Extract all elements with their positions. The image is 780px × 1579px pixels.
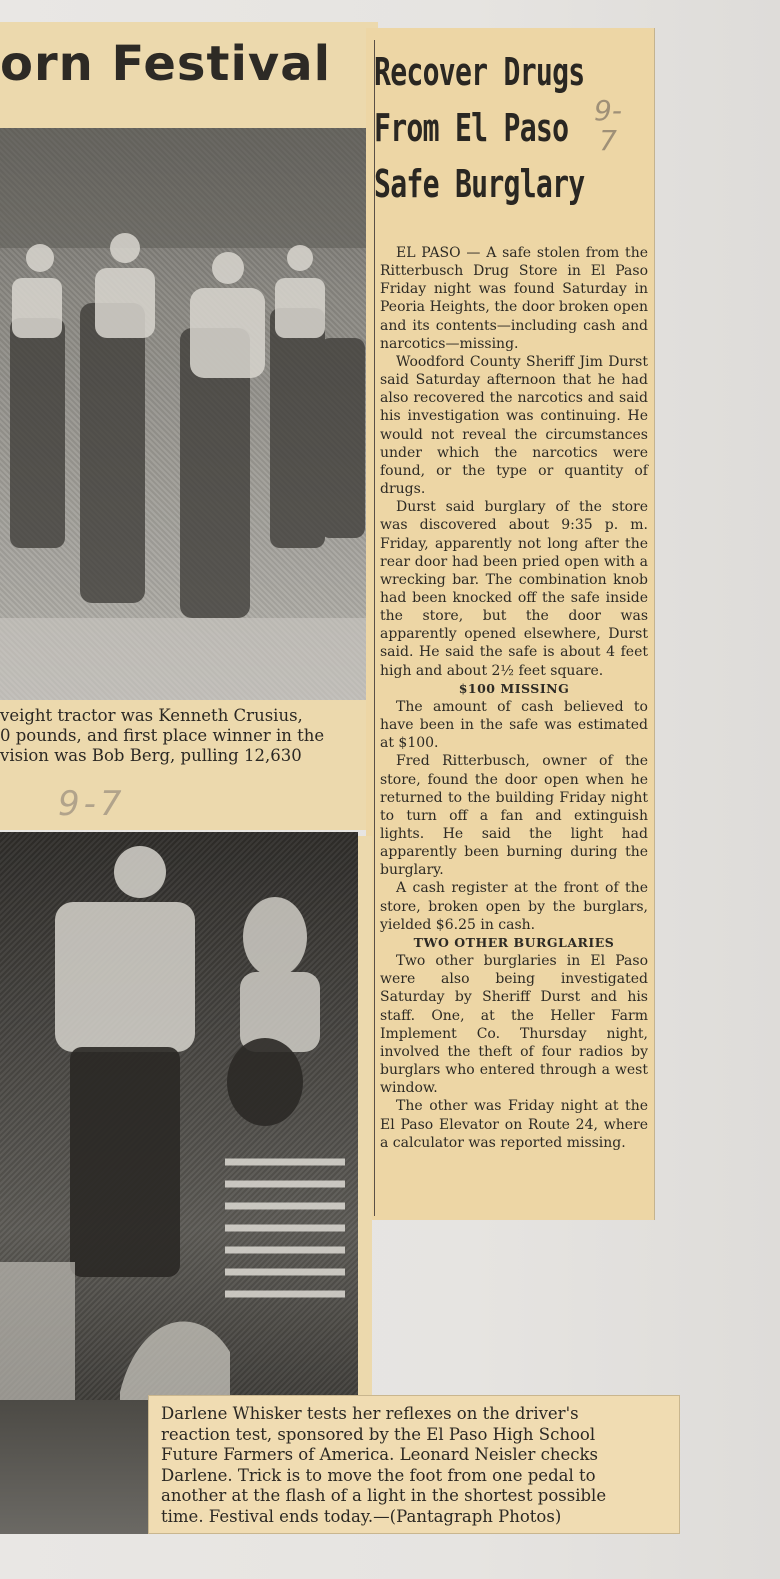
reflex-test-photo — [0, 832, 358, 1400]
crowd-photo — [0, 128, 370, 700]
column-rule — [374, 40, 375, 1216]
article-paragraph: The amount of cash believed to have been in the safe was estimated at $100. — [380, 698, 648, 752]
handwritten-date-article — [588, 96, 628, 156]
caption-line: 0 pounds, and first place winner in the — [0, 726, 325, 745]
article-subhead: $100 MISSING — [458, 680, 570, 696]
headline-line: Recover Drugs — [374, 50, 585, 94]
crowd-figures — [0, 128, 370, 700]
article-paragraph: The other was Friday night at the El Paso Elevator on Route 24, where a calculator was reported missing. — [380, 1098, 648, 1151]
article-paragraph: EL PASO — A safe stolen from the Ritterbusch Drug Store in El Paso Friday night was found Saturday in Peoria Heights, the door broken open and its contents—including cash and narcotics—missing. — [380, 245, 648, 352]
reflex-figures — [0, 832, 358, 1400]
article-paragraph: Durst said burglary of the store was discovered about 9:35 p. m. Friday, apparently not long after the rear door had been pried open with a wrecking bar. The combination knob had been knocked off the safe inside the store, but the door was apparently opened elsewhere, Durst said. He said the safe is about 4 feet high and about 2½ feet square. — [380, 499, 648, 679]
caption-line: vision was Bob Berg, pulling 12,630 — [0, 746, 302, 765]
reflex-caption — [148, 1395, 680, 1534]
handwritten-date: 9-7 — [58, 784, 126, 824]
article-paragraph: Fred Ritterbusch, owner of the store, found the door open when he returned to the building Friday night to turn off a fan and extinguish lights. He said the light had apparently been burning during the burglary. — [380, 753, 648, 879]
article-paragraph: Woodford County Sheriff Jim Durst said Saturday afternoon that he had also recovered the narcotics and said his investigation was continuing. He would not reveal the circumstances under which the narcotics were found, or the type or quantity of drugs. — [380, 353, 648, 498]
caption-line: veight tractor was Kenneth Crusius, — [0, 706, 303, 725]
reflex-photo-lower — [0, 1400, 152, 1534]
date-line: 7 — [599, 124, 617, 157]
tractor-caption — [0, 706, 370, 766]
headline-line: Safe Burglary — [374, 162, 585, 206]
caption-line: time. Festival ends today.—(Pantagraph Photos) — [161, 1506, 562, 1526]
headline-line: From El Paso — [374, 106, 569, 150]
article-paragraph: A cash register at the front of the store, broken open by the burglars, yielded $6.25 in cash. — [380, 880, 648, 933]
caption-line: Darlene. Trick is to move the foot from one pedal to — [161, 1465, 596, 1485]
article-body — [380, 244, 648, 1152]
date-line: 9- — [594, 94, 622, 127]
caption-line: Darlene Whisker tests her reflexes on the driver's — [161, 1404, 579, 1423]
caption-line: another at the flash of a light in the shortest possible — [161, 1486, 607, 1505]
article-headline — [374, 44, 584, 212]
article-paragraph: Two other burglaries in El Paso were also being investigated Saturday by Sheriff Durst and his staff. One, at the Heller Farm Implement Co. Thursday night, involved the theft of four radios by burglars who entered through a west window. — [380, 953, 648, 1097]
article-subhead: TWO OTHER BURGLARIES — [413, 934, 615, 950]
caption-line: Future Farmers of America. Leonard Neisler checks — [161, 1445, 598, 1464]
caption-line: reaction test, sponsored by the El Paso High School — [161, 1424, 596, 1444]
clipping-edge — [358, 836, 372, 1400]
festival-headline: orn Festival — [0, 36, 332, 92]
